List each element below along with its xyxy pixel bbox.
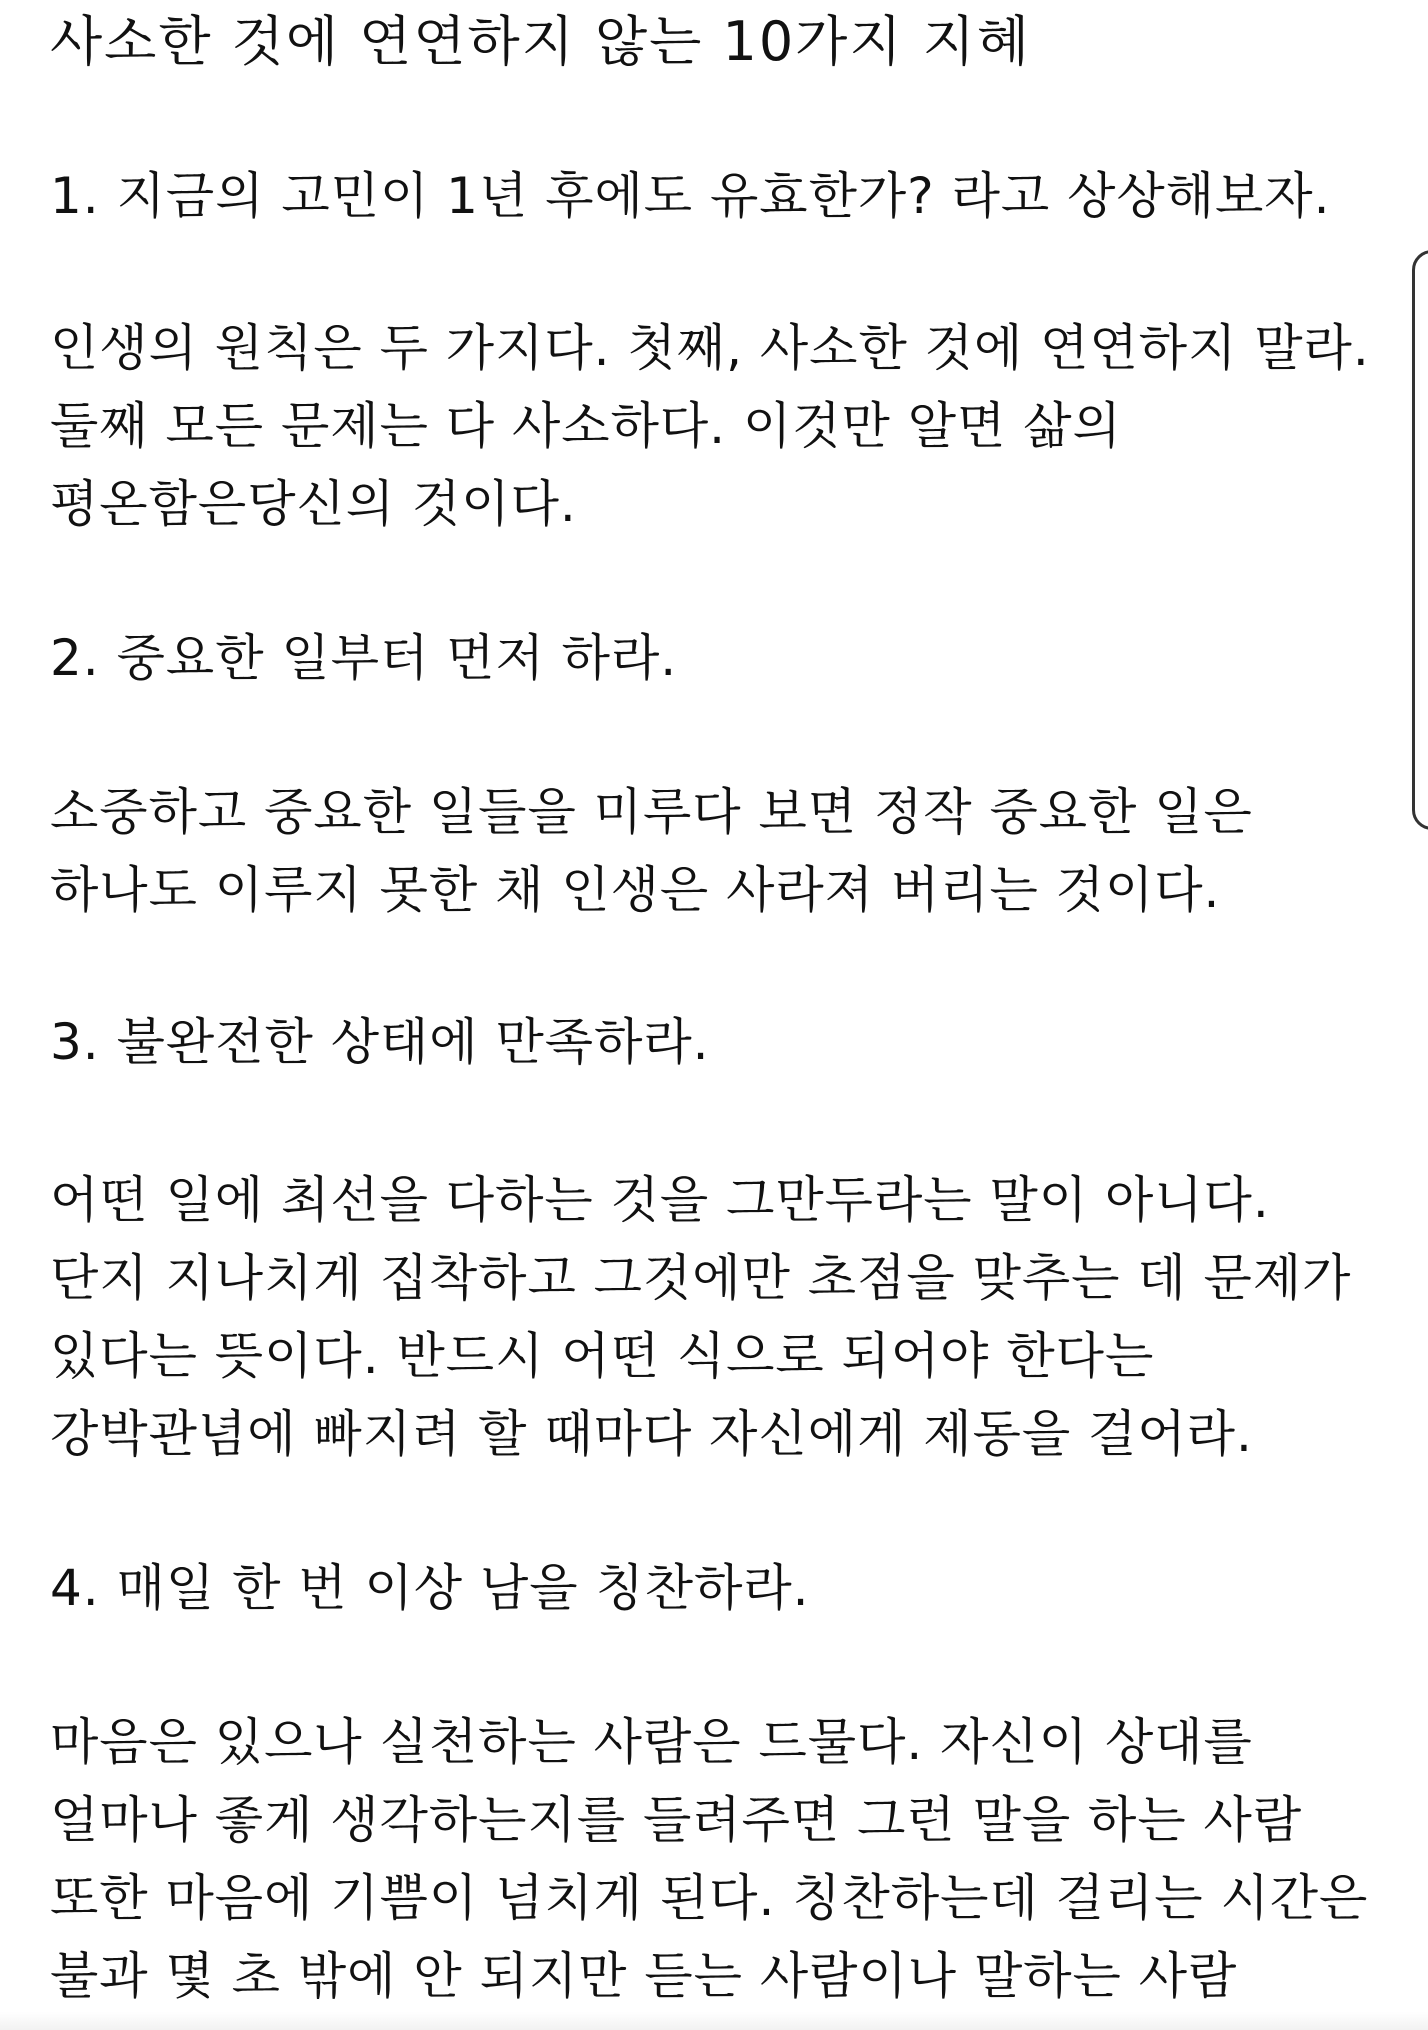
paragraph-line: 소중하고 중요한 일들을 미루다 보면 정작 중요한 일은 (50, 783, 1253, 841)
paragraph-line: 하나도 이루지 못한 채 인생은 사라져 버리는 것이다. (50, 861, 1221, 919)
paragraph-line: 마음은 있으나 실천하는 사람은 드물다. 자신이 상대를 (50, 1713, 1253, 1771)
scroll-handle[interactable] (1412, 250, 1428, 830)
paragraph-line: 불과 몇 초 밖에 안 되지만 듣는 사람이나 말하는 사람 (50, 1947, 1238, 2005)
heading-2: 2. 중요한 일부터 먼저 하라. (50, 629, 678, 687)
paragraph-line: 둘째 모든 문제는 다 사소하다. 이것만 알면 삶의 (50, 397, 1122, 455)
paragraph-line: 있다는 뜻이다. 반드시 어떤 식으로 되어야 한다는 (50, 1327, 1155, 1385)
heading-3: 3. 불완전한 상태에 만족하라. (50, 1013, 710, 1071)
paragraph-line: 단지 지나치게 집착하고 그것에만 초점을 맞추는 데 문제가 (50, 1249, 1352, 1307)
paragraph-line: 평온함은당신의 것이다. (50, 475, 577, 533)
paragraph-line: 강박관념에 빠지려 할 때마다 자신에게 제동을 걸어라. (50, 1405, 1253, 1463)
document-title: 사소한 것에 연연하지 않는 10가지 지혜 (50, 10, 1031, 73)
paragraph-line: 인생의 원칙은 두 가지다. 첫째, 사소한 것에 연연하지 말라. (50, 319, 1370, 377)
heading-4: 4. 매일 한 번 이상 남을 칭찬하라. (50, 1559, 810, 1617)
heading-1: 1. 지금의 고민이 1년 후에도 유효한가? 라고 상상해보자. (50, 167, 1331, 225)
bottom-edge (0, 2012, 1428, 2030)
paragraph-line: 어떤 일에 최선을 다하는 것을 그만두라는 말이 아니다. (50, 1171, 1270, 1229)
paragraph-line: 또한 마음에 기쁨이 넘치게 된다. 칭찬하는데 걸리는 시간은 (50, 1869, 1369, 1927)
paragraph-line: 얼마나 좋게 생각하는지를 들려주면 그런 말을 하는 사람 (50, 1791, 1303, 1849)
